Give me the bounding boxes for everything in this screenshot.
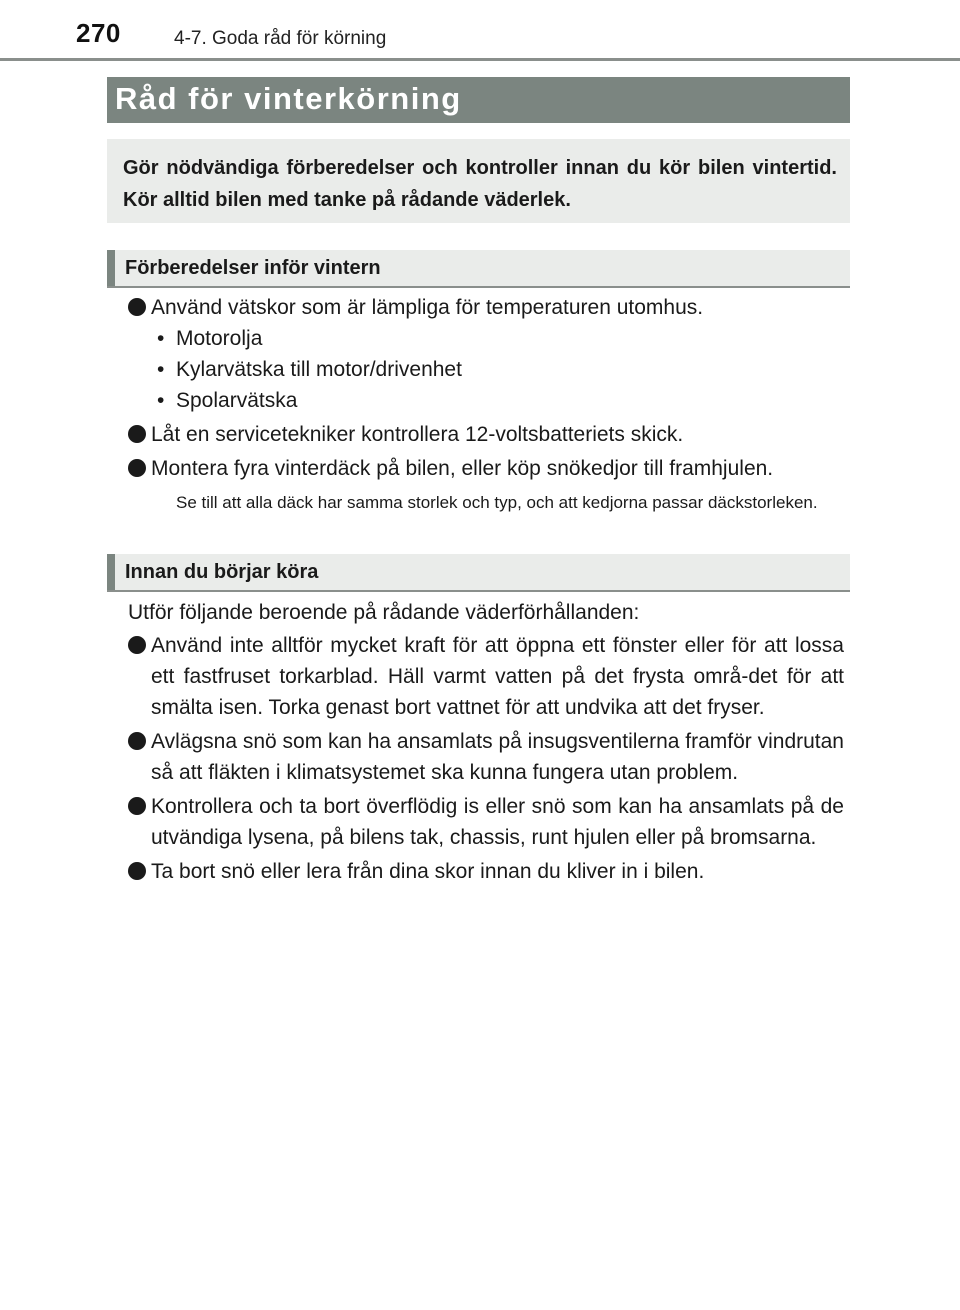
page-title: Råd för vinterkörning	[115, 81, 462, 116]
intro-box	[107, 139, 850, 223]
list-item	[128, 630, 844, 723]
section-heading-label: Innan du börjar köra	[125, 561, 319, 583]
section-before-driving-content	[128, 597, 844, 887]
sub-list-item	[128, 323, 844, 354]
bullet-icon	[128, 425, 146, 443]
sub-list-item	[128, 354, 844, 385]
list-item	[128, 419, 844, 450]
note-text: Se till att alla däck har samma storlek och typ, och att kedjorna passar däckstorleken.	[176, 493, 818, 512]
section-heading-before-driving	[107, 554, 850, 592]
bullet-icon	[128, 732, 146, 750]
list-item-text: Montera fyra vinterdäck på bilen, eller köp snökedjor till framhjulen.	[151, 457, 774, 480]
bullet-icon	[128, 862, 146, 880]
list-item-text: Låt en servicetekniker kontrollera 12-voltsbatteriets skick.	[151, 423, 684, 446]
list-item	[128, 726, 844, 788]
list-item	[128, 292, 844, 323]
page-title-bar	[107, 77, 850, 123]
sub-list-item-text: Spolarvätska	[176, 389, 298, 412]
sub-list-item-text: Kylarvätska till motor/drivenhet	[176, 358, 462, 381]
list-item-text: Kontrollera och ta bort överflödig is eller snö som kan ha ansamlats på de utvändiga lysena, på bilens tak, chassis, runt hjulen eller på bromsarna.	[151, 795, 844, 849]
list-item-text: Använd vätskor som är lämpliga för temperaturen utomhus.	[151, 296, 704, 319]
sub-bullet-icon: •	[157, 327, 165, 350]
section-preparations-content	[128, 292, 844, 515]
section-marker	[107, 250, 115, 286]
bullet-icon	[128, 298, 146, 316]
page-number: 270	[76, 18, 121, 48]
sub-bullet-icon: •	[157, 358, 165, 381]
section-heading-label: Förberedelser inför vintern	[125, 257, 381, 279]
list-item	[128, 453, 844, 484]
bullet-icon	[128, 797, 146, 815]
intro-text: Gör nödvändiga förberedelser och kontroller innan du kör bilen vintertid. Kör alltid bilen med tanke på rådande väderlek.	[123, 157, 837, 211]
page-header	[0, 0, 960, 62]
list-item-text: Avlägsna snö som kan ha ansamlats på insugsventilerna framför vindrutan så att fläkten i klimatsystemet ska kunna fungera utan problem.	[151, 730, 844, 784]
list-item	[128, 856, 844, 887]
list-item-text: Ta bort snö eller lera från dina skor innan du kliver in i bilen.	[151, 860, 705, 883]
list-item-text: Använd inte alltför mycket kraft för att öppna ett fönster eller för att lossa ett fastfruset torkarblad. Häll varmt vatten på det frysta områ-det för att smälta isen. Torka genast bort vattnet för att undvika att det fryser.	[151, 634, 844, 719]
section-marker	[107, 554, 115, 590]
chapter-title: 4-7. Goda råd för körning	[174, 28, 387, 49]
section-heading-preparations	[107, 250, 850, 288]
sub-list-item-text: Motorolja	[176, 327, 263, 350]
header-divider	[0, 58, 960, 61]
sub-list-item	[128, 385, 844, 416]
section-lead-text: Utför följande beroende på rådande väderförhållanden:	[128, 601, 640, 624]
sub-bullet-icon: •	[157, 389, 165, 412]
list-item	[128, 791, 844, 853]
bullet-icon	[128, 636, 146, 654]
bullet-icon	[128, 459, 146, 477]
